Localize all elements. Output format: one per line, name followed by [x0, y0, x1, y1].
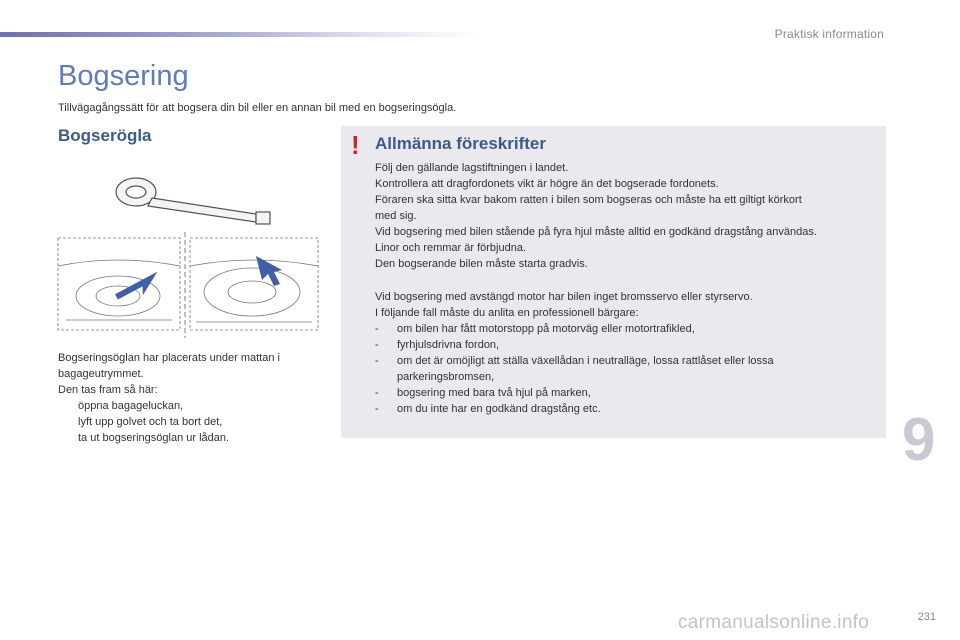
header-accent-bar — [0, 32, 480, 37]
description-line: Den tas fram så här: — [58, 384, 158, 396]
trunk-view-left — [58, 238, 180, 330]
rule-line: Vid bogsering med bilen stående på fyra hjul måste alltid en godkänd dragstång användas. — [375, 226, 817, 238]
towing-eye-heading: Bogserögla — [58, 126, 152, 145]
case-item — [375, 385, 875, 401]
description-line: Bogseringsöglan har placerats under mattan i — [58, 352, 280, 364]
case-dash: - — [375, 323, 379, 335]
case-text: om det är omöjligt att ställa växellådan i neutralläge, lossa rattlåset eller lossa — [397, 355, 774, 367]
step-item — [58, 414, 320, 430]
trunk-view-right — [190, 238, 318, 330]
case-item-continued — [375, 369, 875, 385]
towing-eye-drawing — [116, 178, 270, 224]
case-dash: - — [375, 339, 379, 351]
arrow-left — [115, 272, 164, 307]
case-item — [375, 337, 875, 353]
general-rules-box — [341, 126, 886, 438]
rule-line: Linor och remmar är förbjudna. — [375, 242, 527, 254]
step-bullet-icon — [58, 414, 78, 430]
case-item — [375, 401, 875, 417]
case-dash: - — [375, 355, 379, 367]
case-item — [375, 321, 875, 337]
case-text: parkeringsbromsen, — [397, 371, 495, 383]
case-text: bogsering med bara två hjul på marken, — [397, 387, 591, 399]
case-dash: - — [375, 387, 379, 399]
rule-line: Kontrollera att dragfordonets vikt är högre än det bogserade fordonets. — [375, 178, 719, 190]
page-title: Bogsering — [58, 60, 189, 92]
exclamation-warning-icon: ! — [351, 130, 360, 160]
description-line: bagageutrymmet. — [58, 368, 144, 380]
rule-line: Föraren ska sitta kvar bakom ratten i bilen som bogseras och måste ha ett giltigt körkort — [375, 194, 802, 206]
rule-line: Följ den gällande lagstiftningen i landet. — [375, 162, 569, 174]
intro-text: Tillvägagångssätt för att bogsera din bil eller en annan bil med en bogseringsögla. — [58, 102, 457, 114]
rule-line: med sig. — [375, 210, 417, 222]
rule-line: I följande fall måste du anlita en professionell bärgare: — [375, 307, 639, 319]
case-text: om bilen har fått motorstopp på motorväg eller motortrafikled, — [397, 323, 695, 335]
step-text: lyft upp golvet och ta bort det, — [78, 416, 223, 428]
rule-line: Vid bogsering med avstängd motor har bilen inget bromsservo eller styrservo. — [375, 291, 753, 303]
case-text: fyrhjulsdrivna fordon, — [397, 339, 500, 351]
chapter-number: 9 — [902, 406, 936, 473]
case-text: om du inte har en godkänd dragstång etc. — [397, 403, 601, 415]
step-item — [58, 430, 320, 446]
watermark: carmanualsonline.info — [678, 612, 870, 633]
case-dash: - — [375, 403, 379, 415]
step-bullet-icon — [58, 398, 78, 414]
towing-eye-illustration — [56, 170, 320, 342]
section-header: Praktisk information — [774, 27, 884, 41]
general-rules-heading: Allmänna föreskrifter — [375, 134, 546, 153]
instructions — [58, 350, 320, 446]
general-rules-body — [375, 160, 875, 417]
step-bullet-icon — [58, 430, 78, 446]
step-text: ta ut bogseringsöglan ur lådan. — [78, 432, 230, 444]
step-text: öppna bagageluckan, — [78, 400, 184, 412]
page-number: 231 — [917, 611, 936, 623]
step-item — [58, 398, 320, 414]
case-item — [375, 353, 875, 369]
rule-line: Den bogserande bilen måste starta gradvis. — [375, 258, 588, 270]
